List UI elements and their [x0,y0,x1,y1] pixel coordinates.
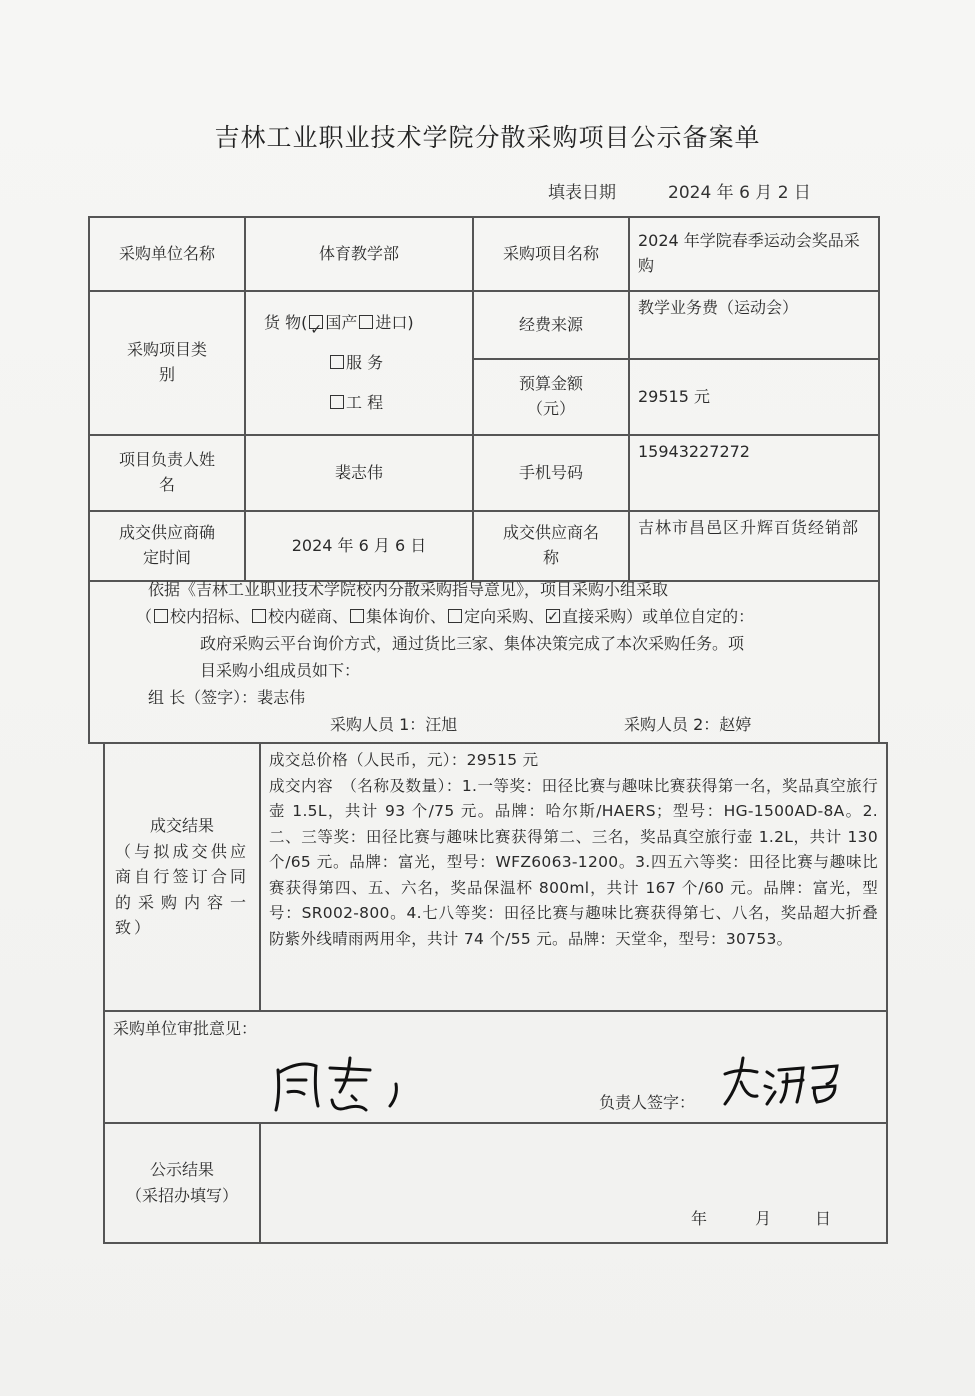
opt4-label: 定向采购、 [464,607,545,626]
result-label: 成交结果 [149,816,214,836]
budget-label [473,359,629,435]
service-line [264,343,464,383]
public-label: 公示结果 [149,1160,214,1180]
basis-members [90,711,876,738]
opt2-label: 校内磋商、 [268,607,349,626]
result-price: 成交总价格（人民币，元）：29515 元 [269,751,539,769]
fill-date-label: 填表日期 [548,183,616,203]
time-label [89,511,245,581]
sign-label: 负责人签字： [599,1093,696,1112]
phone-value: 15943227272 [629,435,879,511]
supplier-value: 吉林市昌邑区升辉百货经销部 [629,511,879,581]
opt5-label: 直接采购）或单位自定的： [562,607,755,626]
goods-line [264,303,464,343]
approval-cell [104,1011,887,1123]
budget-label-text: 预算金额（元） [518,374,583,418]
category-options [245,291,473,435]
leader-value: 裴志伟 [245,435,473,511]
domestic-checkbox-checked [309,315,323,329]
opt3-label: 集体询价、 [366,607,447,626]
result-content-cell [260,743,887,1011]
imported-checkbox [359,315,373,329]
basis-line2: （ 校内招标、 校内磋商、 集体询价、 定向采购、✓ 直接采购）或单位自定的： [90,603,876,630]
fill-date [548,178,811,203]
result-label-cell [104,743,260,1011]
opt3-checkbox [350,609,364,623]
public-year: 年 [691,1209,708,1228]
engineering-checkbox [330,395,344,409]
fund-label: 经费来源 [473,291,629,359]
approval-label: 采购单位审批意见： [113,1019,258,1038]
leader-label-text: 项目负责人姓 名 [118,450,215,494]
public-month: 月 [755,1209,772,1228]
opt5-checkbox-checked [546,609,560,623]
public-date-cell [260,1123,887,1243]
result-label-note: （与拟成交供应商自行签订合同的采购内容一致） [115,841,249,938]
opt1-label: 校内招标、 [170,607,251,626]
opt1-checkbox [154,609,168,623]
phone-label: 手机号码 [473,435,629,511]
unit-value: 体育教学部 [245,217,473,291]
public-note: （采招办填写） [125,1186,238,1205]
category-label-text: 采购项目类 别 [126,340,207,384]
public-label-cell [104,1123,260,1243]
basis-line3: 政府采购云平台询价方式，通过货比三家、集体决策完成了本次采购任务。项 [200,634,745,653]
leader-label [89,435,245,511]
unit-label: 采购单位名称 [89,217,245,291]
time-label-text: 成交供应商确定时间 [118,523,215,567]
document-title: 吉林工业职业技术学院分散采购项目公示备案单 [214,123,761,152]
goods-label: 货 物( [264,313,308,332]
time-value: 2024 年 6 月 6 日 [245,511,473,581]
supplier-label [473,511,629,581]
opt4-checkbox [448,609,462,623]
basis-leader: 组 长（签字）：裴志伟 [148,688,306,707]
basis-text [90,576,876,738]
service-checkbox [330,355,344,369]
supplier-label-text: 成交供应商名 称 [502,523,599,567]
fund-value: 教学业务费（运动会） [629,291,879,359]
engineering-line [264,383,464,423]
agree-handwriting-signature [270,1050,410,1120]
member1: 采购人员 1：汪旭 [330,715,458,734]
imported-label: 进口) [375,313,414,332]
basis-line4: 目采购小组成员如下： [200,661,361,680]
public-day: 日 [815,1209,832,1228]
result-table [103,742,888,1244]
budget-value: 29515 元 [629,359,879,435]
opt2-checkbox [252,609,266,623]
basis-line1: 依据《吉林工业职业技术学院校内分散采购指导意见》，项目采购小组采取 [148,580,669,599]
member2: 采购人员 2：赵婷 [624,715,752,734]
engineering-label: 工 程 [346,393,384,412]
service-label: 服 务 [346,353,384,372]
responsible-person-signature [717,1052,847,1112]
fill-date-value: 2024 年 6 月 2 日 [668,183,811,203]
category-label [89,291,245,435]
project-label: 采购项目名称 [473,217,629,291]
project-value: 2024 年学院春季运动会奖品采购 [629,217,879,291]
domestic-label: 国产 [325,313,358,332]
result-content: 成交内容 （名称及数量）：1.一等奖：田径比赛与趣味比赛获得第一名，奖品真空旅行壶 1.5L，共计 93 个/75 元。品牌：哈尔斯/HAERS；型号：HG-1500AD-8A。2.二、三等奖：田径比赛与趣味比赛获得第二、三名，奖品真空旅行壶 1.2L，共计 130 个/65 元。品牌：富光，型号：WFZ6063-1200。3.四五六等奖：田径比赛与趣味比赛获得第四、五、六名，奖品保温杯 800ml，共计 167 个/60 元。品牌：富光，型号：SR002-800。4.七八等奖：田径比赛与趣味比赛获得第七、八名，奖品超大折叠防紫外线晴雨两用伞，共计 74 个/55 元。品牌：天堂伞，型号：30753。 [269,776,878,948]
